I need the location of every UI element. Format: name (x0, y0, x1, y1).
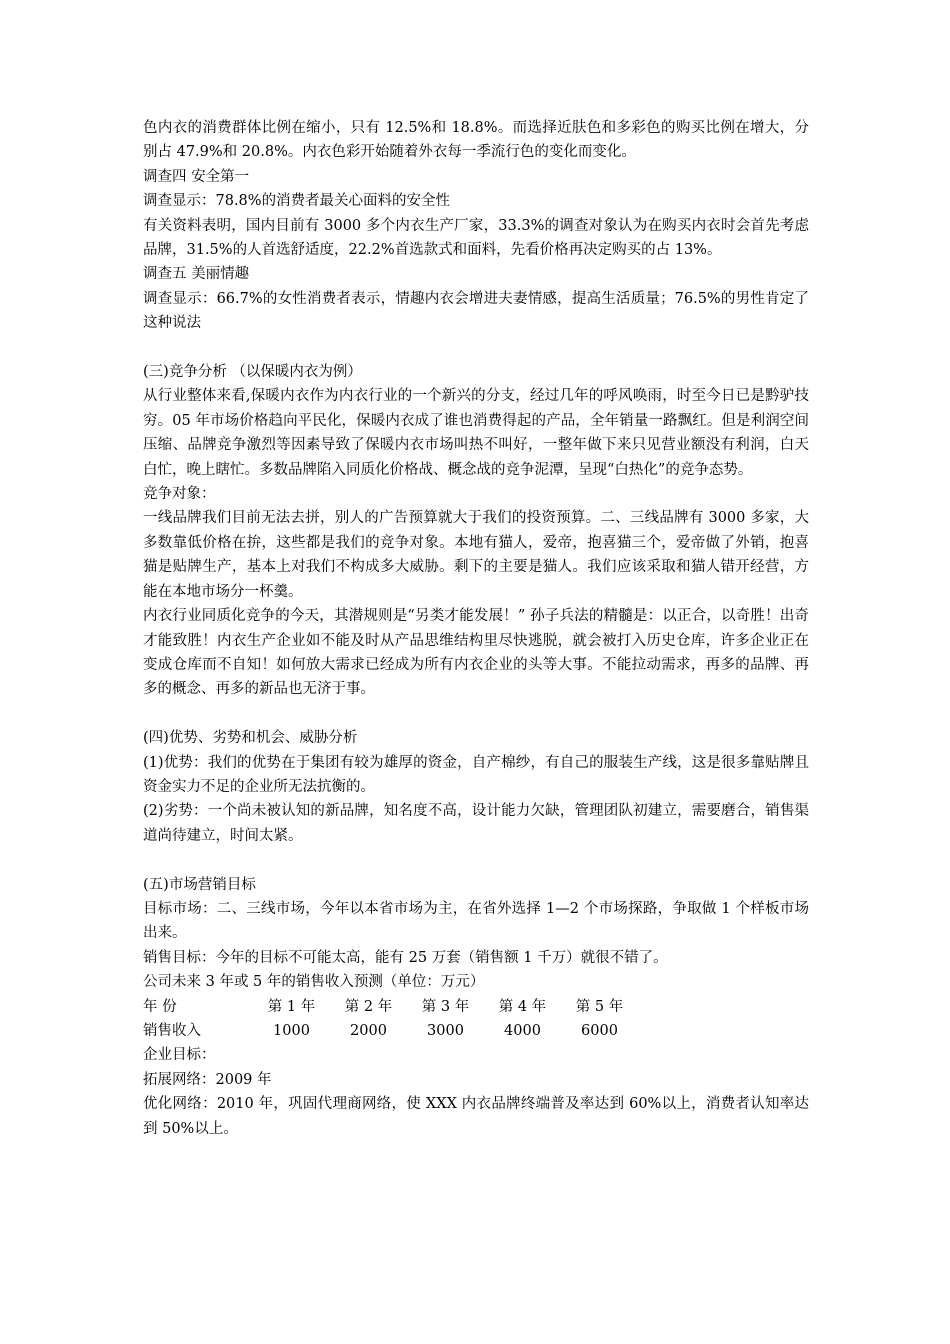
enterprise-label: 企业目标： (143, 1047, 216, 1064)
table-cell: 第 5 年 (575, 998, 624, 1015)
competition-target-label: 竞争对象： (143, 486, 216, 503)
competition-overview: 从行业整体来看,保暖内衣作为内衣行业的一个新兴的分支，经过几年的呼风唤雨，时至今日已是黔驴技穷。05 年市场价格趋向平民化，保暖内衣成了谁也消费得起的产品，全年销量一路飘红。但是利润空间压缩、品牌竞争激烈等因素导致了保暖内衣市场叫热不叫好，一整年做下来只见营业额没有利润，白天白忙，晚上瞎忙。多数品牌陷入同质化价格战、概念战的竞争泥潭，呈现“白热化”的竞争态势。 (143, 388, 809, 478)
sales-target: 销售目标：今年的目标不可能太高，能有 25 万套（销售额 1 千万）就很不错了。 (143, 949, 668, 966)
target-market: 目标市场：二、三线市场，今年以本省市场为主，在省外选择 1—2 个市场探路，争取做 1 个样板市场出来。 (143, 900, 809, 942)
swot-weakness: (2)劣势：一个尚未被认知的新品牌，知名度不高，设计能力欠缺，管理团队初建立，需要磨合，销售渠道尚待建立，时间太紧。 (143, 803, 809, 844)
spacer (143, 702, 809, 726)
table-cell: 3000 (427, 1022, 464, 1039)
table-cell: 2000 (350, 1022, 387, 1039)
survey5-result: 调查显示：66.7%的女性消费者表示，情趣内衣会增进夫妻情感，提高生活质量；76.5%的男性肯定了这种说法 (143, 290, 809, 332)
survey5-title: 调查五 美丽情趣 (143, 266, 250, 283)
competition-targets: 一线品牌我们目前无法去拼，别人的广告预算就大于我们的投资预算。二、三线品牌有 3000 多家，大多数靠低价格在拚，这些都是我们的竞争对象。本地有猫人，爱帝，抱喜猫三个，爱帝做了外销，抱喜猫是贴牌生产，基本上对我们不构成多大威胁。剩下的主要是猫人。我们应该采取和猫人错开经营，方能在本地市场分一杯羹。 (143, 510, 809, 600)
table-row (143, 1019, 638, 1043)
spacer (143, 336, 809, 360)
table-cell: 第 3 年 (421, 998, 470, 1015)
swot-heading: (四)优势、劣势和机会、威胁分析 (143, 730, 358, 747)
competition-rules: 内衣行业同质化竞争的今天，其潜规则是“另类才能发展！” 孙子兵法的精髓是：以正合，以奇胜！出奇才能致胜！内衣生产企业如不能及时从产品思维结构里尽快逃脱，就会被打入历史仓库，许多企业正在变成仓库而不自知！如何放大需求已经成为所有内衣企业的头等大事。不能拉动需求，再多的品牌、再多的概念、再多的新品也无济于事。 (143, 608, 809, 698)
goals-heading: (五)市场营销目标 (143, 876, 256, 893)
table-cell: 销售收入 (143, 1022, 201, 1039)
sales-forecast-table (143, 995, 638, 1044)
table-cell: 第 1 年 (267, 998, 316, 1015)
table-row (143, 995, 638, 1019)
color-paragraph: 色内衣的消费群体比例在缩小，只有 12.5%和 18.8%。而选择近肤色和多彩色的购买比例在增大，分别占 47.9%和 20.8%。内衣色彩开始随着外衣每一季流行色的变化而变化。 (143, 120, 809, 161)
table-cell: 6000 (581, 1022, 618, 1039)
table-cell: 1000 (273, 1022, 310, 1039)
table-cell: 4000 (504, 1022, 541, 1039)
table-cell: 第 2 年 (344, 998, 393, 1015)
swot-strength: (1)优势：我们的优势在于集团有较为雄厚的资金，自产棉纱，有自己的服装生产线，这是很多靠贴牌且资金实力不足的企业所无法抗衡的。 (143, 754, 809, 795)
competition-heading: (三)竞争分析 （以保暖内衣为例） (143, 364, 362, 381)
survey4-result: 调查显示：78.8%的消费者最关心面料的安全性 (143, 193, 451, 210)
spacer (143, 848, 809, 872)
survey4-detail: 有关资料表明，国内目前有 3000 多个内衣生产厂家，33.3%的调查对象认为在购买内衣时会首先考虑品牌，31.5%的人首选舒适度，22.2%首选款式和面料，先看价格再决定购买的占 13%。 (143, 217, 809, 259)
forecast-title: 公司未来 3 年或 5 年的销售收入预测（单位：万元） (143, 974, 485, 991)
optimize-network: 优化网络：2010 年，巩固代理商网络，使 XXX 内衣品牌终端普及率达到 60%以上，消费者认知率达到 50%以上。 (143, 1096, 809, 1137)
table-cell: 第 4 年 (498, 998, 547, 1015)
document-page (143, 116, 809, 1141)
survey4-title: 调查四 安全第一 (143, 168, 250, 185)
table-cell: 年 份 (143, 998, 177, 1015)
expand-network: 拓展网络：2009 年 (143, 1071, 272, 1088)
